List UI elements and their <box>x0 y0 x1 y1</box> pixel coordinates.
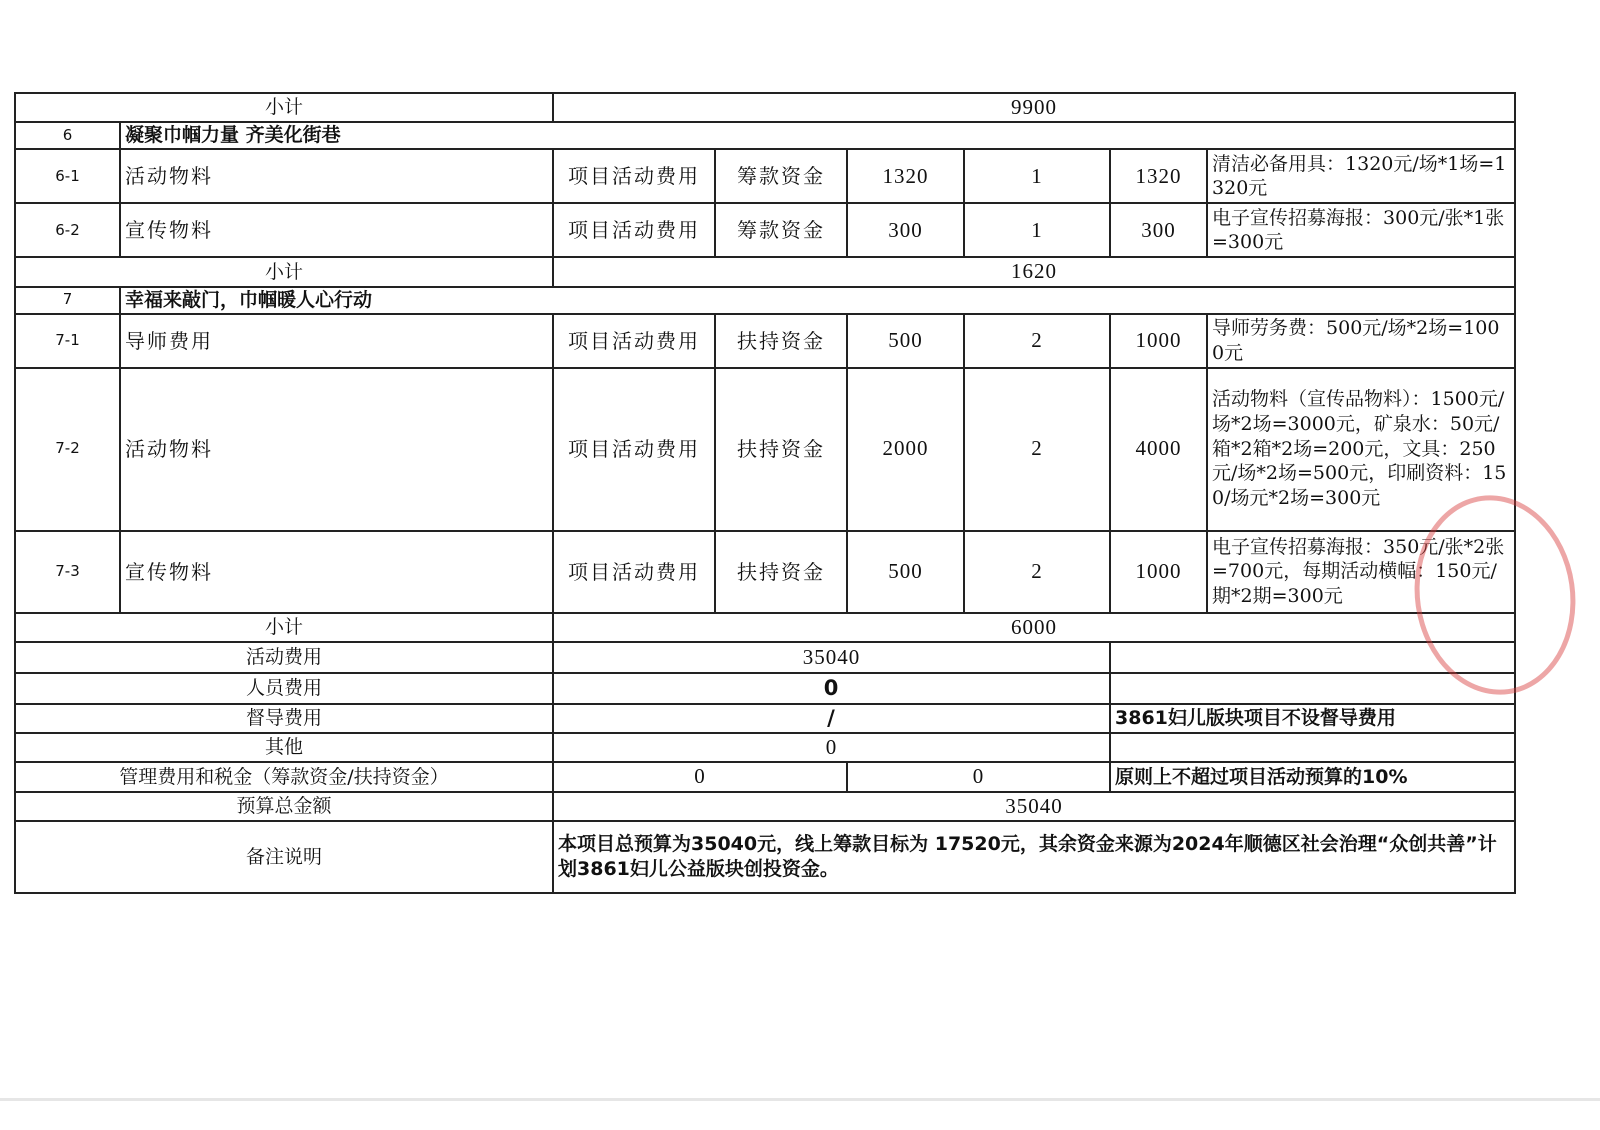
section-row <box>15 122 1515 149</box>
subtotal-value: 9900 <box>553 93 1515 122</box>
quantity: 2 <box>964 368 1110 531</box>
cost-category: 项目活动费用 <box>553 203 715 257</box>
section-title: 幸福来敲门，巾帼暖人心行动 <box>120 287 1515 314</box>
supervision-cost-label: 督导费用 <box>15 704 553 733</box>
remark-text: 本项目总预算为35040元，线上筹款目标为 17520元，其余资金来源为2024年顺德区社会治理“众创共善”计划3861妇儿公益版块创投资金。 <box>553 821 1515 893</box>
item-name: 活动物料 <box>120 368 553 531</box>
unit-price: 300 <box>847 203 964 257</box>
section-number: 6 <box>15 122 120 149</box>
table-row <box>15 368 1515 531</box>
subtotal-label: 小计 <box>15 93 553 122</box>
fund-source: 筹款资金 <box>715 203 847 257</box>
summary-row-other <box>15 733 1515 762</box>
staff-cost-note <box>1110 673 1515 704</box>
cost-category: 项目活动费用 <box>553 314 715 368</box>
table-row <box>15 203 1515 257</box>
fund-source: 扶持资金 <box>715 368 847 531</box>
calc-note: 导师劳务费：500元/场*2场=1000元 <box>1207 314 1515 368</box>
management-support-value: 0 <box>847 762 1110 791</box>
summary-row-activity <box>15 642 1515 673</box>
quantity: 1 <box>964 149 1110 203</box>
amount: 1320 <box>1110 149 1207 203</box>
item-name: 宣传物料 <box>120 203 553 257</box>
management-cost-label: 管理费用和税金（筹款资金/扶持资金） <box>15 762 553 791</box>
unit-price: 1320 <box>847 149 964 203</box>
total-budget-label: 预算总金额 <box>15 792 553 821</box>
subtotal-row <box>15 257 1515 286</box>
unit-price: 2000 <box>847 368 964 531</box>
row-number: 7-3 <box>15 531 120 613</box>
summary-row-management <box>15 762 1515 791</box>
activity-cost-label: 活动费用 <box>15 642 553 673</box>
calc-note: 活动物料（宣传品物料）：1500元/场*2场=3000元，矿泉水：50元/箱*2箱*2场=200元，文具：250元/场*2场=500元，印刷资料：150/场元*2场=300元 <box>1207 368 1515 531</box>
quantity: 2 <box>964 314 1110 368</box>
scan-edge-divider <box>0 1098 1600 1101</box>
subtotal-value: 6000 <box>553 613 1515 642</box>
supervision-cost-note: 3861妇儿版块项目不设督导费用 <box>1110 704 1515 733</box>
fund-source: 筹款资金 <box>715 149 847 203</box>
subtotal-row <box>15 93 1515 122</box>
supervision-cost-value: / <box>553 704 1110 733</box>
amount: 300 <box>1110 203 1207 257</box>
other-cost-value: 0 <box>553 733 1110 762</box>
calc-note: 清洁必备用具：1320元/场*1场=1320元 <box>1207 149 1515 203</box>
section-row <box>15 287 1515 314</box>
summary-row-remark <box>15 821 1515 893</box>
staff-cost-label: 人员费用 <box>15 673 553 704</box>
row-number: 7-2 <box>15 368 120 531</box>
amount: 1000 <box>1110 314 1207 368</box>
table-row <box>15 149 1515 203</box>
budget-table <box>14 92 1516 894</box>
subtotal-row <box>15 613 1515 642</box>
activity-cost-note <box>1110 642 1515 673</box>
fund-source: 扶持资金 <box>715 531 847 613</box>
row-number: 6-1 <box>15 149 120 203</box>
other-cost-label: 其他 <box>15 733 553 762</box>
staff-cost-value: 0 <box>553 673 1110 704</box>
cost-category: 项目活动费用 <box>553 149 715 203</box>
summary-row-supervision <box>15 704 1515 733</box>
row-number: 7-1 <box>15 314 120 368</box>
table-row <box>15 531 1515 613</box>
section-title: 凝聚巾帼力量 齐美化街巷 <box>120 122 1515 149</box>
unit-price: 500 <box>847 531 964 613</box>
cost-category: 项目活动费用 <box>553 531 715 613</box>
item-name: 宣传物料 <box>120 531 553 613</box>
budget-sheet <box>14 92 1514 894</box>
amount: 4000 <box>1110 368 1207 531</box>
calc-note: 电子宣传招募海报：300元/张*1张=300元 <box>1207 203 1515 257</box>
summary-row-total <box>15 792 1515 821</box>
subtotal-label: 小计 <box>15 613 553 642</box>
total-budget-value: 35040 <box>553 792 1515 821</box>
management-fund-value: 0 <box>553 762 847 791</box>
fund-source: 扶持资金 <box>715 314 847 368</box>
amount: 1000 <box>1110 531 1207 613</box>
subtotal-value: 1620 <box>553 257 1515 286</box>
quantity: 1 <box>964 203 1110 257</box>
summary-row-staff <box>15 673 1515 704</box>
item-name: 导师费用 <box>120 314 553 368</box>
remark-label: 备注说明 <box>15 821 553 893</box>
calc-note: 电子宣传招募海报：350元/张*2张=700元，每期活动横幅：150元/期*2期=300元 <box>1207 531 1515 613</box>
section-number: 7 <box>15 287 120 314</box>
subtotal-label: 小计 <box>15 257 553 286</box>
quantity: 2 <box>964 531 1110 613</box>
activity-cost-value: 35040 <box>553 642 1110 673</box>
row-number: 6-2 <box>15 203 120 257</box>
table-row <box>15 314 1515 368</box>
other-cost-note <box>1110 733 1515 762</box>
item-name: 活动物料 <box>120 149 553 203</box>
management-cost-note: 原则上不超过项目活动预算的10% <box>1110 762 1515 791</box>
cost-category: 项目活动费用 <box>553 368 715 531</box>
unit-price: 500 <box>847 314 964 368</box>
